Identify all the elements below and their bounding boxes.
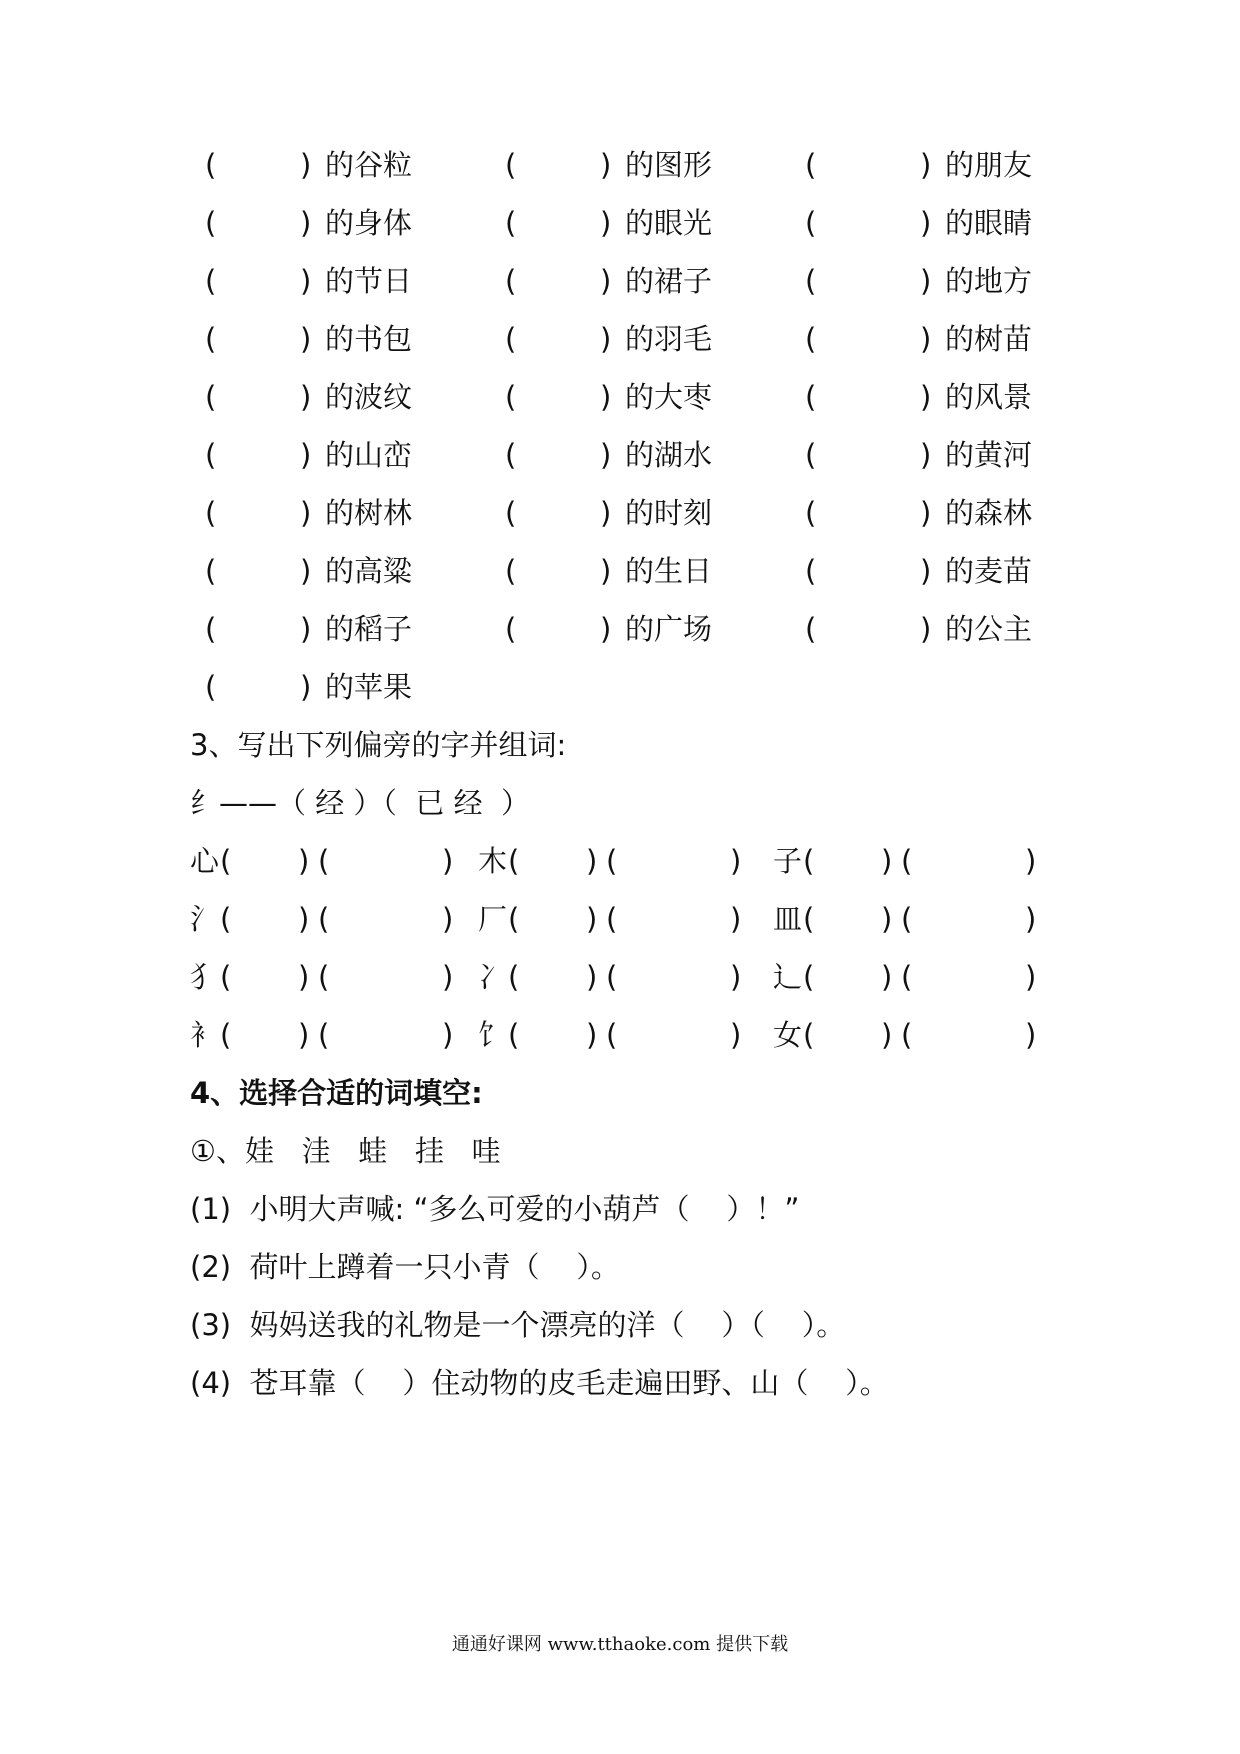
phrase-row bbox=[0, 198, 1240, 248]
blank-close-paren: ) bbox=[600, 322, 612, 356]
blank-close-paren: ) bbox=[920, 148, 932, 182]
phrase-word: 的公主 bbox=[945, 612, 1033, 646]
blank-open-paren: ( bbox=[606, 1018, 618, 1052]
blank-close-paren: ) bbox=[920, 206, 932, 240]
blank-close-paren: ) bbox=[920, 554, 932, 588]
blank-open-paren: ( bbox=[205, 438, 217, 472]
phrase-word: 的森林 bbox=[945, 496, 1033, 530]
phrase-row bbox=[0, 256, 1240, 306]
blank-open-paren: ( bbox=[205, 496, 217, 530]
blank-close-paren: ) bbox=[300, 554, 312, 588]
blank-close-paren: ) bbox=[586, 960, 598, 994]
blank-close-paren: ) bbox=[600, 148, 612, 182]
blank-open-paren: ( bbox=[805, 496, 817, 530]
blank-open-paren: ( bbox=[505, 206, 517, 240]
blank-open-paren: ( bbox=[205, 554, 217, 588]
radical-char: 冫 bbox=[478, 960, 508, 994]
section3-title: 3、写出下列偏旁的字并组词: bbox=[190, 728, 567, 762]
blank-open-paren: ( bbox=[606, 844, 618, 878]
blank-close-paren: ) bbox=[442, 1018, 454, 1052]
blank-open-paren: ( bbox=[205, 612, 217, 646]
blank-open-paren: ( bbox=[220, 960, 232, 994]
blank-close-paren: ) bbox=[920, 380, 932, 414]
phrase-word: 的身体 bbox=[325, 206, 413, 240]
radical-char: 厂 bbox=[478, 902, 508, 936]
phrase-word: 的树林 bbox=[325, 496, 413, 530]
radical-char: 心 bbox=[190, 844, 220, 878]
phrase-word: 的书包 bbox=[325, 322, 413, 356]
blank-open-paren: ( bbox=[205, 670, 217, 704]
blank-open-paren: ( bbox=[205, 206, 217, 240]
blank-close-paren: ) bbox=[730, 960, 742, 994]
blank-open-paren: ( bbox=[505, 554, 517, 588]
blank-close-paren: ) bbox=[298, 960, 310, 994]
phrase-word: 的风景 bbox=[945, 380, 1033, 414]
blank-close-paren: ) bbox=[300, 496, 312, 530]
phrase-word: 的地方 bbox=[945, 264, 1033, 298]
blank-open-paren: ( bbox=[505, 380, 517, 414]
phrase-row bbox=[0, 546, 1240, 596]
blank-open-paren: ( bbox=[505, 438, 517, 472]
blank-close-paren: ) bbox=[920, 264, 932, 298]
blank-open-paren: ( bbox=[505, 612, 517, 646]
blank-open-paren: ( bbox=[805, 206, 817, 240]
blank-close-paren: ) bbox=[300, 438, 312, 472]
phrase-word: 的生日 bbox=[625, 554, 713, 588]
blank-open-paren: ( bbox=[505, 496, 517, 530]
phrase-row bbox=[0, 430, 1240, 480]
phrase-word: 的谷粒 bbox=[325, 148, 413, 182]
blank-open-paren: ( bbox=[805, 438, 817, 472]
radical-row bbox=[0, 836, 1240, 886]
blank-close-paren: ) bbox=[586, 902, 598, 936]
blank-close-paren: ) bbox=[600, 496, 612, 530]
section4-item-4: (4) 苍耳靠（ ）住动物的皮毛走遍田野、山（ ）。 bbox=[190, 1366, 889, 1400]
blank-close-paren: ) bbox=[300, 380, 312, 414]
blank-close-paren: ) bbox=[1025, 844, 1037, 878]
blank-close-paren: ) bbox=[920, 438, 932, 472]
blank-close-paren: ) bbox=[881, 844, 893, 878]
blank-close-paren: ) bbox=[881, 902, 893, 936]
radical-char: 辶 bbox=[773, 960, 803, 994]
blank-open-paren: ( bbox=[803, 902, 815, 936]
blank-close-paren: ) bbox=[600, 264, 612, 298]
blank-close-paren: ) bbox=[442, 960, 454, 994]
blank-open-paren: ( bbox=[505, 322, 517, 356]
blank-open-paren: ( bbox=[901, 960, 913, 994]
blank-close-paren: ) bbox=[300, 264, 312, 298]
phrase-word: 的麦苗 bbox=[945, 554, 1033, 588]
radical-char: 子 bbox=[773, 844, 803, 878]
radical-row bbox=[0, 952, 1240, 1002]
phrase-row bbox=[0, 372, 1240, 422]
blank-open-paren: ( bbox=[205, 264, 217, 298]
phrase-word: 的节日 bbox=[325, 264, 413, 298]
phrase-word: 的树苗 bbox=[945, 322, 1033, 356]
blank-close-paren: ) bbox=[1025, 1018, 1037, 1052]
blank-close-paren: ) bbox=[300, 322, 312, 356]
blank-close-paren: ) bbox=[300, 670, 312, 704]
blank-open-paren: ( bbox=[901, 902, 913, 936]
blank-open-paren: ( bbox=[508, 844, 520, 878]
blank-open-paren: ( bbox=[805, 264, 817, 298]
phrase-word: 的羽毛 bbox=[625, 322, 713, 356]
phrase-word: 的湖水 bbox=[625, 438, 713, 472]
blank-close-paren: ) bbox=[600, 612, 612, 646]
phrase-word: 的波纹 bbox=[325, 380, 413, 414]
phrase-word: 的黄河 bbox=[945, 438, 1033, 472]
blank-close-paren: ) bbox=[730, 844, 742, 878]
radical-example: 纟——（ 经 ）（ 已 经 ） bbox=[190, 786, 531, 820]
blank-close-paren: ) bbox=[920, 322, 932, 356]
phrase-word: 的图形 bbox=[625, 148, 713, 182]
blank-close-paren: ) bbox=[600, 380, 612, 414]
radical-row bbox=[0, 1010, 1240, 1060]
blank-open-paren: ( bbox=[318, 960, 330, 994]
blank-open-paren: ( bbox=[606, 902, 618, 936]
radical-char: 女 bbox=[773, 1018, 803, 1052]
blank-open-paren: ( bbox=[805, 322, 817, 356]
radical-char: 衤 bbox=[190, 1018, 220, 1052]
radical-char: 皿 bbox=[773, 902, 803, 936]
blank-open-paren: ( bbox=[220, 902, 232, 936]
phrase-word: 的朋友 bbox=[945, 148, 1033, 182]
blank-open-paren: ( bbox=[205, 322, 217, 356]
blank-close-paren: ) bbox=[881, 960, 893, 994]
phrase-row bbox=[0, 314, 1240, 364]
phrase-row bbox=[0, 662, 1240, 712]
blank-open-paren: ( bbox=[505, 148, 517, 182]
blank-close-paren: ) bbox=[600, 554, 612, 588]
blank-close-paren: ) bbox=[730, 902, 742, 936]
blank-close-paren: ) bbox=[600, 438, 612, 472]
blank-close-paren: ) bbox=[1025, 902, 1037, 936]
blank-open-paren: ( bbox=[318, 844, 330, 878]
blank-open-paren: ( bbox=[805, 612, 817, 646]
blank-close-paren: ) bbox=[298, 902, 310, 936]
blank-close-paren: ) bbox=[300, 206, 312, 240]
blank-close-paren: ) bbox=[600, 206, 612, 240]
phrase-word: 的山峦 bbox=[325, 438, 413, 472]
blank-open-paren: ( bbox=[508, 1018, 520, 1052]
section4-item-2: (2) 荷叶上蹲着一只小青（ ）。 bbox=[190, 1250, 620, 1284]
blank-open-paren: ( bbox=[901, 1018, 913, 1052]
phrase-word: 的裙子 bbox=[625, 264, 713, 298]
section4-options: ①、娃 洼 蛙 挂 哇 bbox=[190, 1134, 501, 1168]
blank-open-paren: ( bbox=[220, 1018, 232, 1052]
section4-title: 4、选择合适的词填空: bbox=[190, 1076, 483, 1110]
phrase-word: 的眼光 bbox=[625, 206, 713, 240]
phrase-word: 的稻子 bbox=[325, 612, 413, 646]
blank-open-paren: ( bbox=[803, 1018, 815, 1052]
footer-credit: 通通好课网 www.tthaoke.com 提供下载 bbox=[451, 1634, 789, 1655]
blank-open-paren: ( bbox=[901, 844, 913, 878]
phrase-word: 的大枣 bbox=[625, 380, 713, 414]
blank-open-paren: ( bbox=[803, 844, 815, 878]
blank-open-paren: ( bbox=[805, 380, 817, 414]
blank-close-paren: ) bbox=[298, 1018, 310, 1052]
phrase-row bbox=[0, 604, 1240, 654]
blank-open-paren: ( bbox=[318, 902, 330, 936]
blank-close-paren: ) bbox=[298, 844, 310, 878]
blank-open-paren: ( bbox=[803, 960, 815, 994]
blank-open-paren: ( bbox=[508, 960, 520, 994]
blank-open-paren: ( bbox=[205, 148, 217, 182]
blank-close-paren: ) bbox=[300, 148, 312, 182]
section4-item-3: (3) 妈妈送我的礼物是一个漂亮的洋（ ）（ ）。 bbox=[190, 1308, 846, 1342]
blank-open-paren: ( bbox=[805, 148, 817, 182]
blank-open-paren: ( bbox=[505, 264, 517, 298]
radical-char: 犭 bbox=[190, 960, 220, 994]
blank-close-paren: ) bbox=[300, 612, 312, 646]
phrase-row bbox=[0, 140, 1240, 190]
phrase-row bbox=[0, 488, 1240, 538]
phrase-word: 的苹果 bbox=[325, 670, 413, 704]
blank-open-paren: ( bbox=[205, 380, 217, 414]
blank-open-paren: ( bbox=[606, 960, 618, 994]
blank-close-paren: ) bbox=[586, 1018, 598, 1052]
blank-open-paren: ( bbox=[508, 902, 520, 936]
radical-char: 饣 bbox=[478, 1018, 508, 1052]
phrase-word: 的眼睛 bbox=[945, 206, 1033, 240]
blank-close-paren: ) bbox=[442, 902, 454, 936]
blank-open-paren: ( bbox=[318, 1018, 330, 1052]
radical-char: 木 bbox=[478, 844, 508, 878]
blank-close-paren: ) bbox=[920, 612, 932, 646]
blank-close-paren: ) bbox=[442, 844, 454, 878]
section4-item-1: (1) 小明大声喊: “多么可爱的小葫芦（ ）！” bbox=[190, 1192, 800, 1226]
blank-open-paren: ( bbox=[220, 844, 232, 878]
blank-close-paren: ) bbox=[920, 496, 932, 530]
phrase-word: 的高粱 bbox=[325, 554, 413, 588]
blank-close-paren: ) bbox=[730, 1018, 742, 1052]
phrase-word: 的时刻 bbox=[625, 496, 713, 530]
radical-char: 氵 bbox=[190, 902, 220, 936]
blank-open-paren: ( bbox=[805, 554, 817, 588]
blank-close-paren: ) bbox=[1025, 960, 1037, 994]
radical-row bbox=[0, 894, 1240, 944]
blank-close-paren: ) bbox=[881, 1018, 893, 1052]
blank-close-paren: ) bbox=[586, 844, 598, 878]
phrase-word: 的广场 bbox=[625, 612, 713, 646]
